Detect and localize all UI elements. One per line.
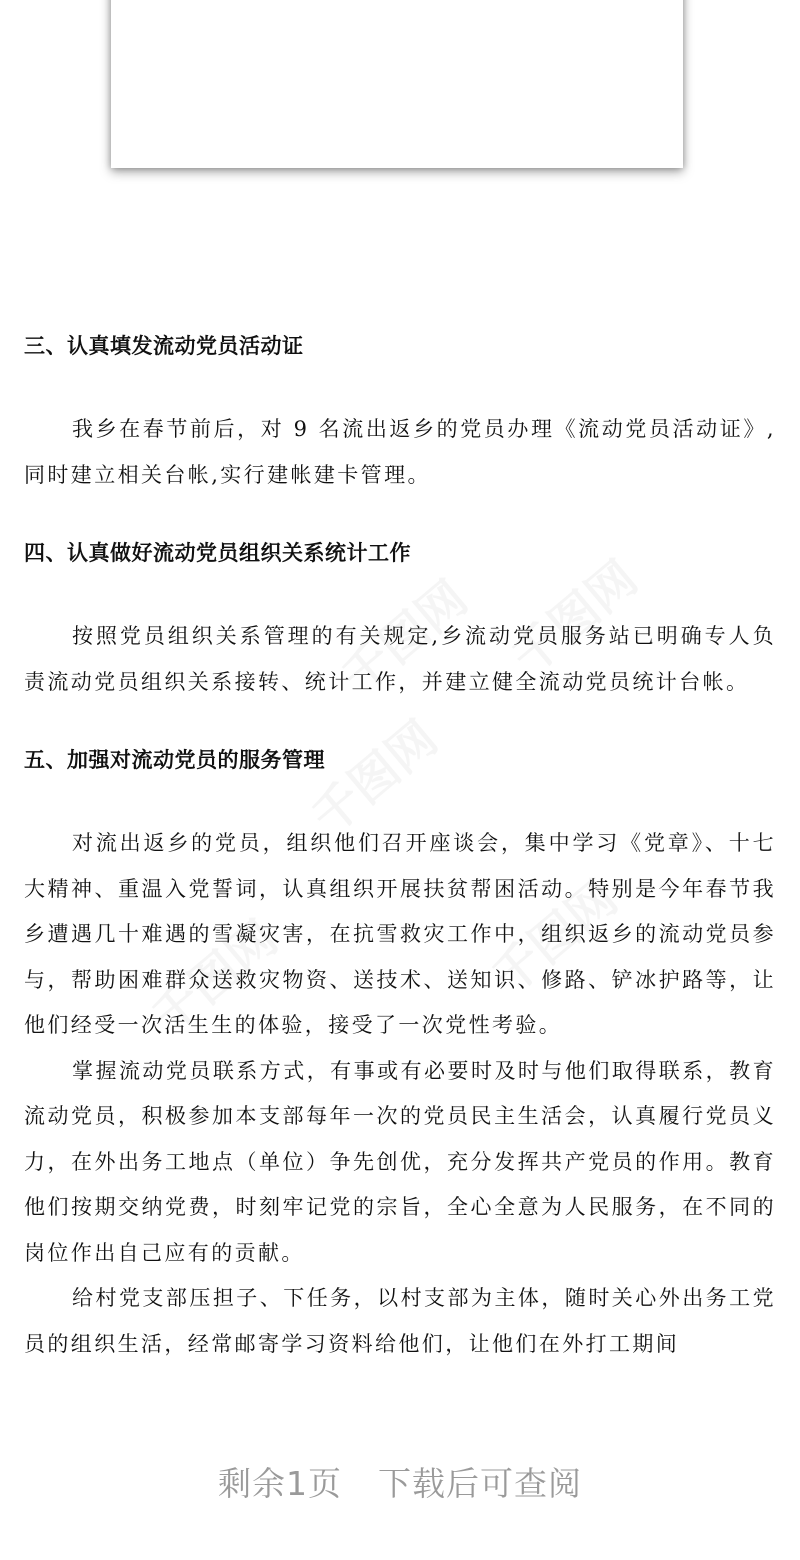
watermark-logo: 千图网 [301,710,449,846]
section-3 [24,323,776,498]
document-body [24,323,776,1367]
paragraph: 掌握流动党员联系方式，有事或有必要时及时与他们取得联系，教育流动党员，积极参加本支部每年一次的党员民主生活会，认真履行党员义力，在外出务工地点（单位）争先创优，充分发挥共产党员的作用。教育他们按期交纳党费，时刻牢记党的宗旨，全心全意为人民服务，在不同的岗位作出自己应有的贡献。 [24,1058,776,1265]
section-4 [24,530,776,705]
section-heading: 五、加强对流动党员的服务管理 [24,748,325,772]
download-to-view-label[interactable]: 下载后可查阅 [378,1464,582,1503]
remaining-pages-label: 剩余1页 [218,1464,342,1503]
paragraph: 给村党支部压担子、下任务，以村支部为主体，随时关心外出务工党员的组织生活，经常邮寄学习资料给他们，让他们在外打工期间 [24,1286,776,1356]
paragraph: 我乡在春节前后，对 9 名流出返乡的党员办理《流动党员活动证》,同时建立相关台帐,实行建帐建卡管理。 [24,417,776,487]
paragraph: 对流出返乡的党员，组织他们召开座谈会，集中学习《党章》、十七大精神、重温入党誓词，认真组织开展扶贫帮困活动。特别是今年春节我乡遭遇几十难遇的雪凝灾害，在抗雪救灾工作中，组织返乡的流动党员参与，帮助困难群众送救灾物资、送技术、送知识、修路、铲冰护路等，让他们经受一次活生生的体验，接受了一次党性考验。 [24,831,776,1037]
watermark-logo: 千图网 [141,910,289,1046]
section-heading: 四、认真做好流动党员组织关系统计工作 [24,541,411,565]
section-heading: 三、认真填发流动党员活动证 [24,334,304,358]
download-prompt[interactable] [0,1458,800,1505]
watermark-logo: 千图网 [331,570,479,706]
watermark-logo: 千图网 [501,550,649,686]
paragraph: 按照党员组织关系管理的有关规定,乡流动党员服务站已明确专人负责流动党员组织关系接转、统计工作，并建立健全流动党员统计台帐。 [24,624,776,694]
previous-page-card [111,0,683,168]
section-5 [24,737,776,1367]
watermark-logo: 千图网 [481,870,629,1006]
